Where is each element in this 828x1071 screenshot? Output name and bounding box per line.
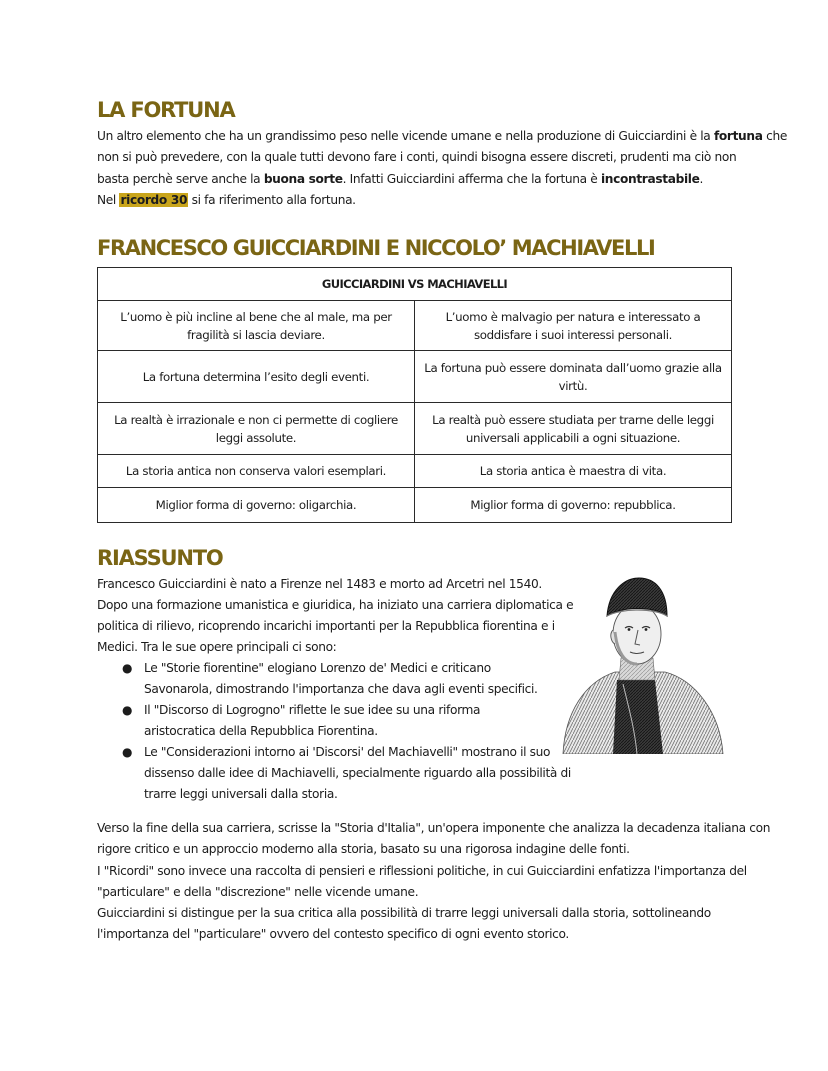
bullet-icon: ● xyxy=(122,703,133,717)
bullet-line: Il "Discorso di Logrogno" riflette le sue idee su una riforma xyxy=(144,703,481,717)
closing-line: rigore critico e un approccio moderno alla storia, basato su una rigorosa indagine delle fonti. xyxy=(97,842,630,857)
fortuna-line-4 xyxy=(97,190,737,211)
list-item xyxy=(122,700,547,742)
cell-guicciardini: L’uomo è più incline al bene che al male, ma per fragilità si lascia deviare. xyxy=(98,301,415,351)
list-item xyxy=(122,742,571,805)
text-span: basta perchè serve anche la xyxy=(97,171,264,186)
bullet-line: Savonarola, dimostrando l'importanza che dava agli eventi specifici. xyxy=(144,682,538,696)
comparison-table xyxy=(97,267,732,523)
bullet-icon: ● xyxy=(122,745,133,759)
heading-riassunto: RIASSUNTO xyxy=(97,546,223,570)
closing-line: Guicciardini si distingue per la sua critica alla possibilità di trarre leggi universali dalla storia, sottolineando xyxy=(97,906,711,921)
bullet-line: Le "Storie fiorentine" elogiano Lorenzo de' Medici e criticano xyxy=(144,661,491,675)
fortuna-paragraph xyxy=(97,126,787,211)
intro-line: politica di rilievo, ricoprendo incarichi importanti per la Repubblica fiorentina e i xyxy=(97,619,555,633)
heading-guicciardini-machiavelli: FRANCESCO GUICCIARDINI E NICCOLO’ MACHIAVELLI xyxy=(97,236,655,260)
cell-machiavelli: Miglior forma di governo: repubblica. xyxy=(415,488,732,523)
cell-guicciardini: Miglior forma di governo: oligarchia. xyxy=(98,488,415,523)
fortuna-line-2: non si può prevedere, con la quale tutti devono fare i conti, quindi bisogna essere discreti, prudenti ma ciò non xyxy=(97,150,737,165)
text-span: Un altro elemento che ha un grandissimo peso nelle vicende umane e nella produzione di Guicciardini è la xyxy=(97,129,714,143)
table-row xyxy=(98,488,732,523)
fortuna-line-3 xyxy=(97,169,737,190)
cell-machiavelli: La realtà può essere studiata per trarne delle leggi universali applicabili a ogni situazione. xyxy=(415,403,732,455)
text-span: che xyxy=(762,129,787,143)
cell-machiavelli: L’uomo è malvagio per natura e interessato a soddisfare i suoi interessi personali. xyxy=(415,301,732,351)
bullet-line: aristocratica della Repubblica Fiorentina. xyxy=(144,724,378,738)
works-list xyxy=(122,658,571,805)
table-row xyxy=(98,455,732,488)
table-row xyxy=(98,301,732,351)
highlight-ricordo-30: ricordo 30 xyxy=(120,192,188,207)
table-row xyxy=(98,351,732,403)
table-row xyxy=(98,403,732,455)
bullet-line: dissenso dalle idee di Machiavelli, specialmente riguardo alla possibilità di xyxy=(144,766,571,780)
closing-line: l'importanza del "particulare" ovvero del contesto specifico di ogni evento storico. xyxy=(97,927,569,942)
bullet-line: Le "Considerazioni intorno ai 'Discorsi' del Machiavelli" mostrano il suo xyxy=(144,745,551,759)
bullet-icon: ● xyxy=(122,661,133,675)
text-span: si fa riferimento alla fortuna. xyxy=(188,192,356,207)
heading-la-fortuna: LA FORTUNA xyxy=(97,98,235,122)
intro-line: Dopo una formazione umanistica e giuridica, ha iniziato una carriera diplomatica e xyxy=(97,598,574,612)
text-span: Nel xyxy=(97,192,120,207)
bold-term-fortuna: fortuna xyxy=(713,129,763,143)
cell-guicciardini: La realtà è irrazionale e non ci permette di cogliere leggi assolute. xyxy=(98,403,415,455)
riassunto-closing-paragraph xyxy=(97,818,771,946)
bullet-line: trarre leggi universali dalla storia. xyxy=(144,787,338,801)
table-header: GUICCIARDINI VS MACHIAVELLI xyxy=(98,268,732,301)
closing-line: Verso la fine della sua carriera, scrisse la "Storia d'Italia", un'opera imponente che analizza la decadenza italiana con xyxy=(97,821,771,835)
cell-machiavelli: La storia antica è maestra di vita. xyxy=(415,455,732,488)
closing-line: "particulare" e della "discrezione" nelle vicende umane. xyxy=(97,884,419,899)
bold-term-buona-sorte: buona sorte xyxy=(263,171,343,186)
cell-machiavelli: La fortuna può essere dominata dall’uomo grazie alla virtù. xyxy=(415,351,732,403)
intro-line: Francesco Guicciardini è nato a Firenze nel 1483 e morto ad Arcetri nel 1540. xyxy=(97,577,542,591)
intro-line: Medici. Tra le sue opere principali ci sono: xyxy=(97,640,337,654)
guicciardini-portrait-image xyxy=(555,572,725,754)
text-span: . Infatti Guicciardini afferma che la fortuna è xyxy=(342,171,601,186)
text-span: . xyxy=(699,171,704,186)
riassunto-intro xyxy=(97,574,574,805)
cell-guicciardini: La storia antica non conserva valori esemplari. xyxy=(98,455,415,488)
list-item xyxy=(122,658,547,700)
fortuna-line-1 xyxy=(97,126,787,147)
bold-term-incontrastabile: incontrastabile xyxy=(600,171,700,186)
cell-guicciardini: La fortuna determina l’esito degli eventi. xyxy=(98,351,415,403)
closing-line: I "Ricordi" sono invece una raccolta di pensieri e riflessioni politiche, in cui Guicciardini enfatizza l'importanza del xyxy=(97,863,747,878)
